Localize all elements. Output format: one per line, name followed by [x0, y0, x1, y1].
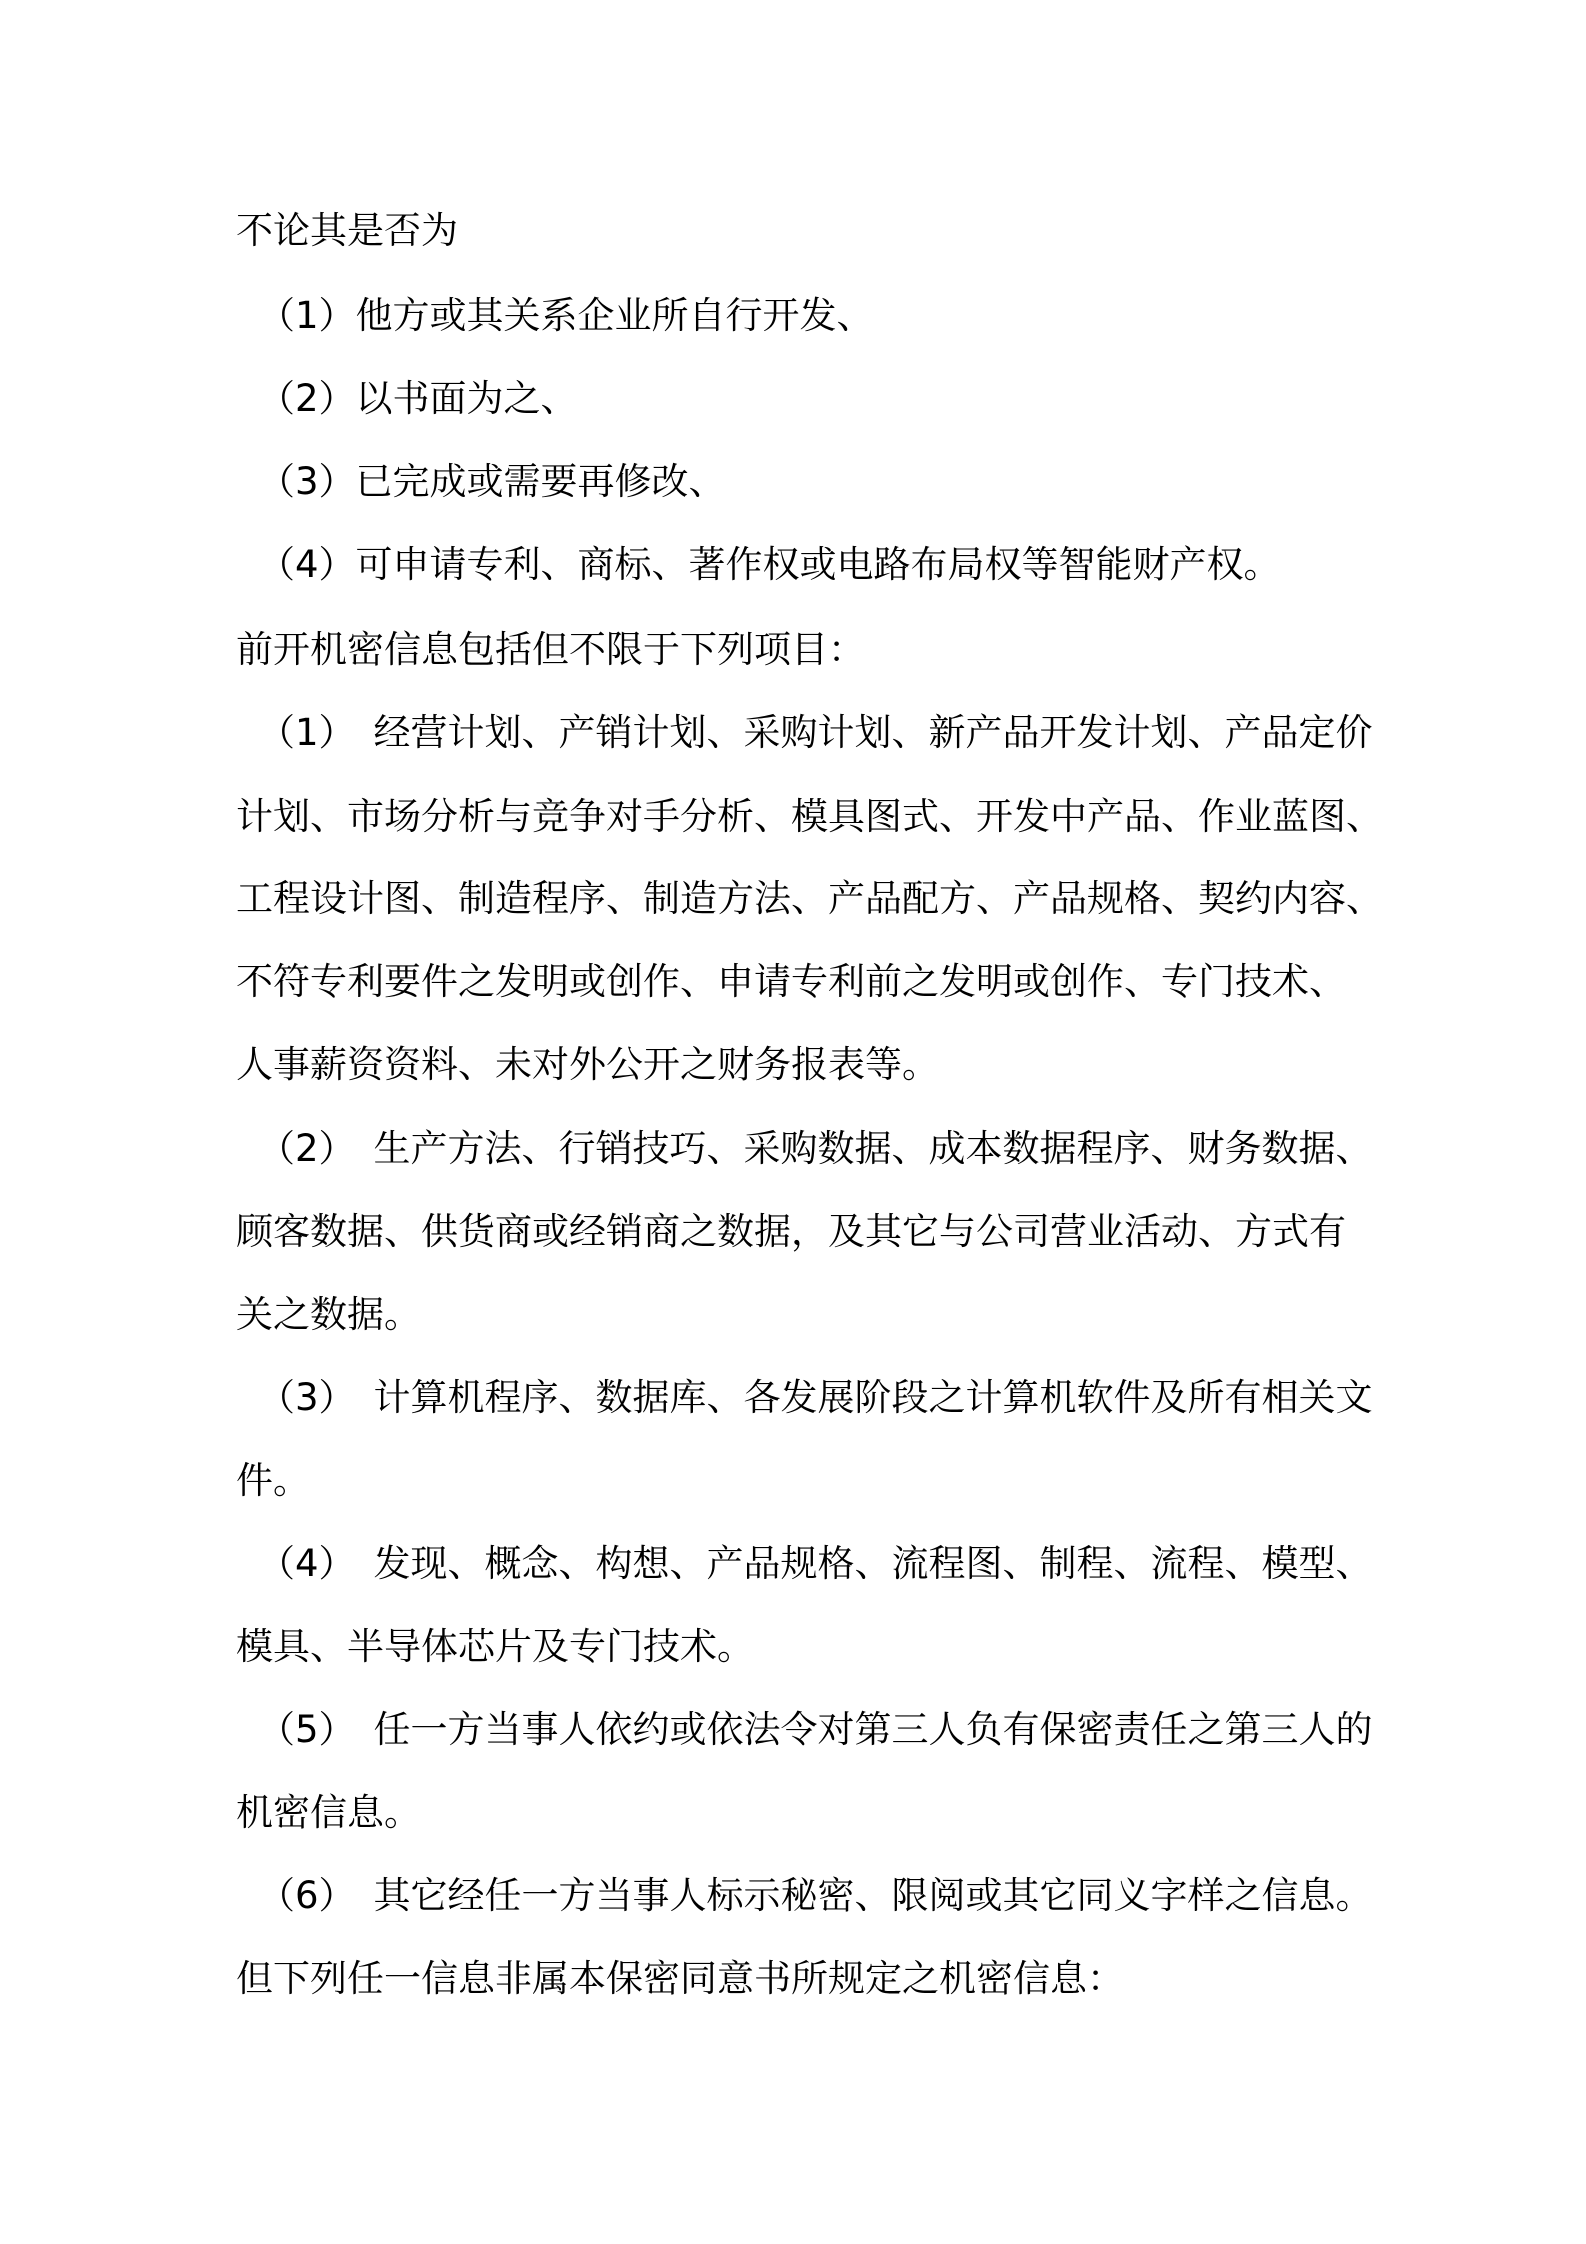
item-6-text: 其它经任一方当事人标示秘密、限阅或其它同义字样之信息。 [373, 1874, 1373, 1917]
item-4-text: 发现、概念、构想、产品规格、流程图、制程、流程、模型、 [373, 1542, 1373, 1585]
condition-3 [258, 460, 726, 503]
item-2-line-1 [258, 1127, 1373, 1170]
item-6-number: （6） [258, 1874, 356, 1917]
item-3-line-2: 件。 [236, 1459, 310, 1502]
item-6-line-1 [258, 1874, 1373, 1917]
item-2-number: （2） [258, 1127, 356, 1170]
condition-3-number: （3） [258, 460, 356, 503]
item-3-line-1 [258, 1376, 1373, 1419]
item-1-text: 经营计划、产销计划、采购计划、新产品开发计划、产品定价 [373, 711, 1373, 754]
condition-2 [258, 377, 578, 420]
section-heading: 前开机密信息包括但不限于下列项目： [236, 628, 865, 671]
item-1-line-1 [258, 711, 1373, 754]
item-1-number: （1） [258, 711, 356, 754]
item-3-text: 计算机程序、数据库、各发展阶段之计算机软件及所有相关文 [373, 1376, 1373, 1419]
condition-2-text: 以书面为之、 [355, 377, 578, 420]
item-4-line-1 [258, 1542, 1373, 1585]
item-5-text: 任一方当事人依约或依法令对第三人负有保密责任之第三人的 [373, 1708, 1373, 1751]
condition-4-number: （4） [258, 543, 356, 586]
condition-3-text: 已完成或需要再修改、 [355, 460, 726, 503]
closing-text: 但下列任一信息非属本保密同意书所规定之机密信息： [236, 1957, 1124, 2000]
item-4-number: （4） [258, 1542, 356, 1585]
condition-1-number: （1） [258, 294, 356, 337]
item-1-line-3: 工程设计图、制造程序、制造方法、产品配方、产品规格、契约内容、 [236, 877, 1383, 920]
item-5-line-1 [258, 1708, 1373, 1751]
condition-4 [258, 543, 1281, 586]
item-1-line-2: 计划、市场分析与竞争对手分析、模具图式、开发中产品、作业蓝图、 [236, 795, 1383, 838]
item-2-line-2: 顾客数据、供货商或经销商之数据，及其它与公司营业活动、方式有 [236, 1210, 1346, 1253]
item-5-line-2: 机密信息。 [236, 1791, 421, 1834]
item-1-line-5: 人事薪资资料、未对外公开之财务报表等。 [236, 1043, 939, 1086]
condition-4-text: 可申请专利、商标、著作权或电路布局权等智能财产权。 [355, 543, 1281, 586]
item-4-line-2: 模具、半导体芯片及专门技术。 [236, 1625, 754, 1668]
condition-2-number: （2） [258, 377, 356, 420]
condition-1 [258, 294, 874, 337]
item-1-line-4: 不符专利要件之发明或创作、申请专利前之发明或创作、专门技术、 [236, 960, 1346, 1003]
item-5-number: （5） [258, 1708, 356, 1751]
item-2-line-3: 关之数据。 [236, 1293, 421, 1336]
item-3-number: （3） [258, 1376, 356, 1419]
item-2-text: 生产方法、行销技巧、采购数据、成本数据程序、财务数据、 [373, 1127, 1373, 1170]
intro-text: 不论其是否为 [236, 209, 458, 252]
condition-1-text: 他方或其关系企业所自行开发、 [355, 294, 874, 337]
